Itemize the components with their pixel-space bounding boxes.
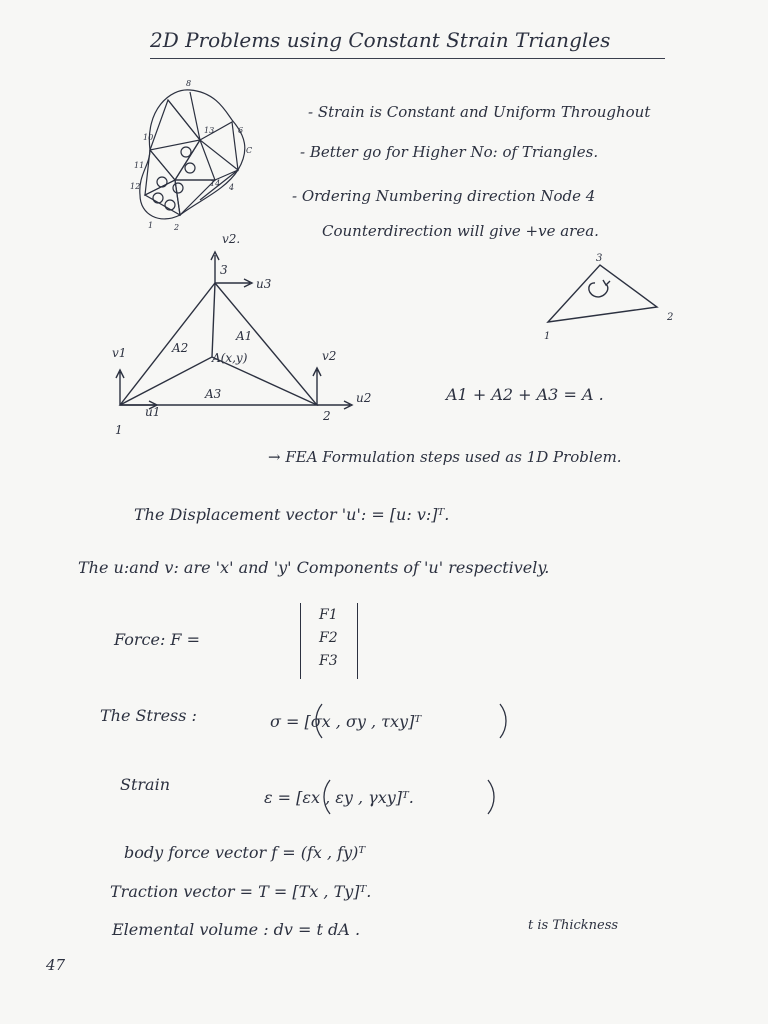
label-a1: A1: [236, 329, 253, 343]
label-v2: v2: [322, 349, 337, 363]
mesh-label: 10: [143, 133, 154, 142]
mesh-sketch: [140, 90, 245, 219]
mesh-label: 2: [174, 223, 180, 232]
traction-vector: Traction vector = T = [Tx , Ty]ᵀ.: [110, 882, 372, 901]
small-node-2: 2: [667, 312, 674, 323]
force-label: Force: F =: [114, 630, 201, 649]
bullet-ordering: - Ordering Numbering direction Node 4: [292, 187, 596, 205]
node-1: 1: [115, 423, 123, 437]
force-matrix: [300, 603, 358, 679]
elemental-volume: Elemental volume : dv = t dA .: [112, 920, 361, 939]
label-a2: A2: [172, 341, 189, 355]
node-3: 3: [220, 263, 228, 277]
bullet-higher-triangles: - Better go for Higher No: of Triangles.: [300, 143, 599, 161]
fea-note: → FEA Formulation steps used as 1D Problem.: [268, 448, 622, 466]
components-text: The u:and v: are 'x' and 'y' Components of 'u' respectively.: [78, 558, 550, 577]
label-u3: u3: [256, 277, 272, 291]
mesh-label: 11: [134, 161, 145, 170]
small-triangle: [548, 265, 657, 322]
small-node-3: 3: [596, 253, 603, 264]
mesh-label: C: [246, 146, 253, 155]
force-row-3: F3: [319, 653, 338, 669]
mesh-label: 13: [204, 126, 215, 135]
label-v3: v2.: [222, 232, 241, 246]
area-equation: A1 + A2 + A3 = A .: [446, 385, 604, 404]
thickness-note: t is Thickness: [528, 918, 619, 933]
stress-expr: σ = [σx , σy , τxy]ᵀ: [270, 712, 422, 731]
small-node-1: 1: [544, 331, 551, 342]
strain-label: Strain: [120, 775, 170, 794]
page-title: 2D Problems using Constant Strain Triangles: [150, 28, 611, 52]
mesh-label: 6: [238, 126, 244, 135]
bullet-strain-constant: - Strain is Constant and Uniform Throughout: [308, 103, 651, 121]
mesh-label: 1: [148, 221, 154, 230]
node-2: 2: [323, 409, 331, 423]
small-triangle-labels: [544, 253, 673, 342]
stress-label: The Stress :: [100, 706, 197, 725]
label-u2: u2: [356, 391, 372, 405]
body-force: body force vector f = (fx , fy)ᵀ: [124, 843, 366, 862]
main-triangle: [116, 252, 352, 409]
label-point-a: A(x,y): [212, 351, 248, 365]
label-a3: A3: [205, 387, 222, 401]
mesh-label: 14: [210, 179, 221, 188]
force-row-1: F1: [319, 607, 338, 623]
force-row-2: F2: [319, 630, 338, 646]
bullet-counter: Counterdirection will give +ve area.: [322, 222, 599, 240]
strain-expr: ε = [εx , εy , γxy]ᵀ.: [264, 788, 414, 807]
label-v1: v1: [112, 346, 127, 360]
mesh-label: 4: [229, 183, 235, 192]
label-u1: u1: [145, 405, 161, 419]
displacement-vector: The Displacement vector 'u': = [u: v:]ᵀ.: [134, 505, 450, 524]
mesh-labels: [130, 79, 252, 232]
mesh-label: 8: [186, 79, 192, 88]
page-number: 47: [46, 956, 66, 974]
main-triangle-labels: [112, 232, 371, 437]
mesh-label: 12: [130, 182, 141, 191]
